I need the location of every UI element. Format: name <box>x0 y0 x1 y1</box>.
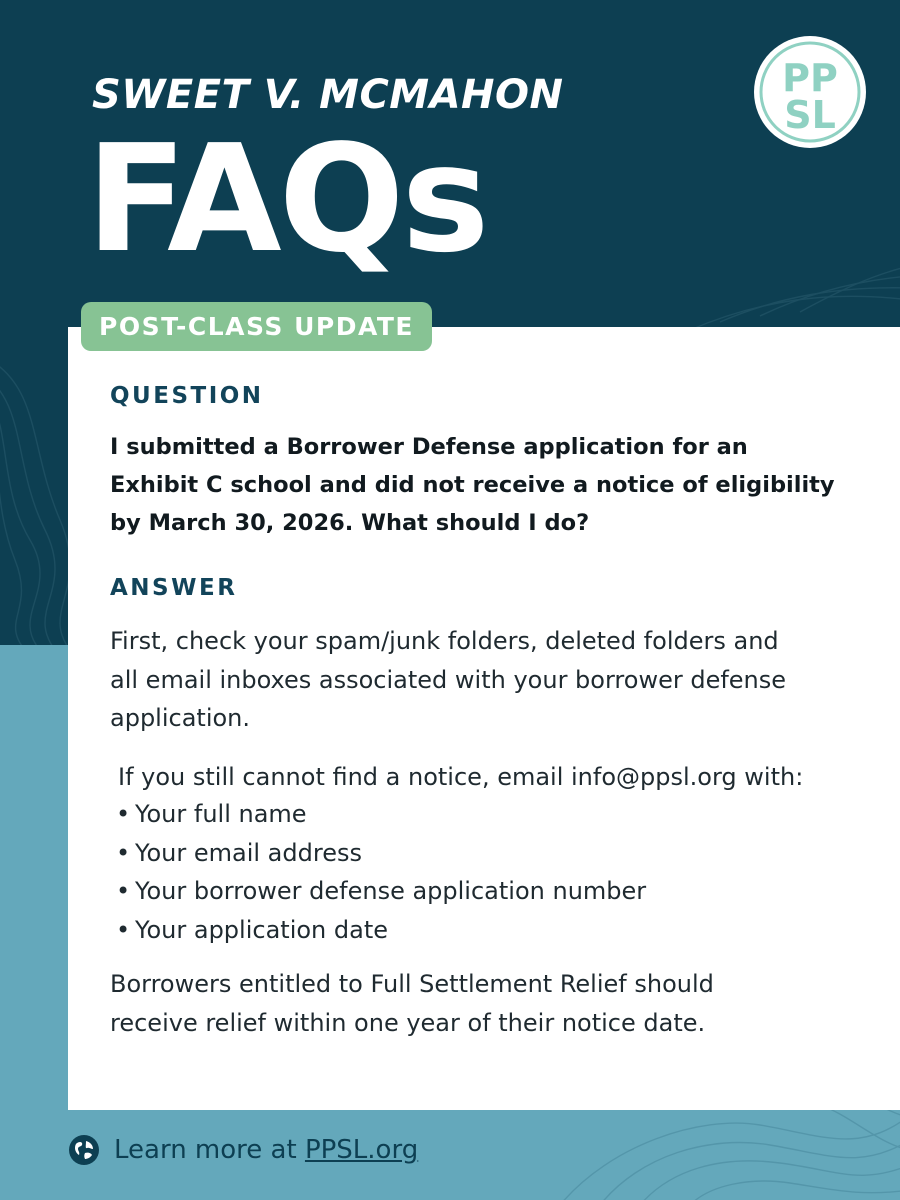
list-item-text: Your application date <box>135 915 388 944</box>
list-item-text: Your email address <box>135 838 362 867</box>
list-item <box>116 872 646 911</box>
answer-line: First, check your spam/junk folders, deleted folders and <box>110 627 779 655</box>
footer-text <box>114 1135 418 1165</box>
bullet-icon: • <box>116 800 131 828</box>
list-item <box>116 911 646 950</box>
post-class-update-badge: POST-CLASS UPDATE <box>81 302 432 351</box>
closing-line: receive relief within one year of their notice date. <box>110 1008 706 1037</box>
footer-prefix: Learn more at <box>114 1135 305 1165</box>
list-item <box>116 795 646 834</box>
question-line: Exhibit C school and did not receive a notice of eligibility <box>110 472 835 498</box>
followup-line: If you still cannot find a notice, email info@ppsl.org with: <box>118 763 804 791</box>
logo-text-bottom: SL <box>784 93 836 137</box>
closing-text <box>110 965 714 1042</box>
question-text <box>110 428 835 542</box>
case-name-subtitle: SWEET V. MCMAHON <box>92 72 564 118</box>
bullet-icon: • <box>116 877 131 905</box>
closing-line: Borrowers entitled to Full Settlement Relief should <box>110 970 714 998</box>
ppsl-website-link[interactable]: PPSL.org <box>304 1135 419 1165</box>
list-item-text: Your borrower defense application number <box>135 877 647 905</box>
question-label: QUESTION <box>110 383 264 409</box>
list-item-text: Your full name <box>135 800 307 828</box>
followup-text <box>118 758 803 797</box>
globe-icon <box>68 1134 100 1166</box>
footer <box>68 1130 418 1170</box>
ppsl-logo <box>752 34 868 150</box>
question-line: by March 30, 2026. What should I do? <box>110 510 590 536</box>
question-line: I submitted a Borrower Defense application for an <box>110 434 748 460</box>
bullet-icon: • <box>116 838 131 867</box>
bullet-icon: • <box>116 915 131 944</box>
answer-line: application. <box>110 704 251 732</box>
logo-text-top: PP <box>782 56 838 100</box>
answer-intro <box>110 622 786 738</box>
answer-label: ANSWER <box>110 575 238 601</box>
page-title: FAQs <box>86 113 487 285</box>
list-item <box>116 834 646 873</box>
answer-line: all email inboxes associated with your borrower defense <box>110 665 787 694</box>
required-info-list <box>116 795 646 949</box>
